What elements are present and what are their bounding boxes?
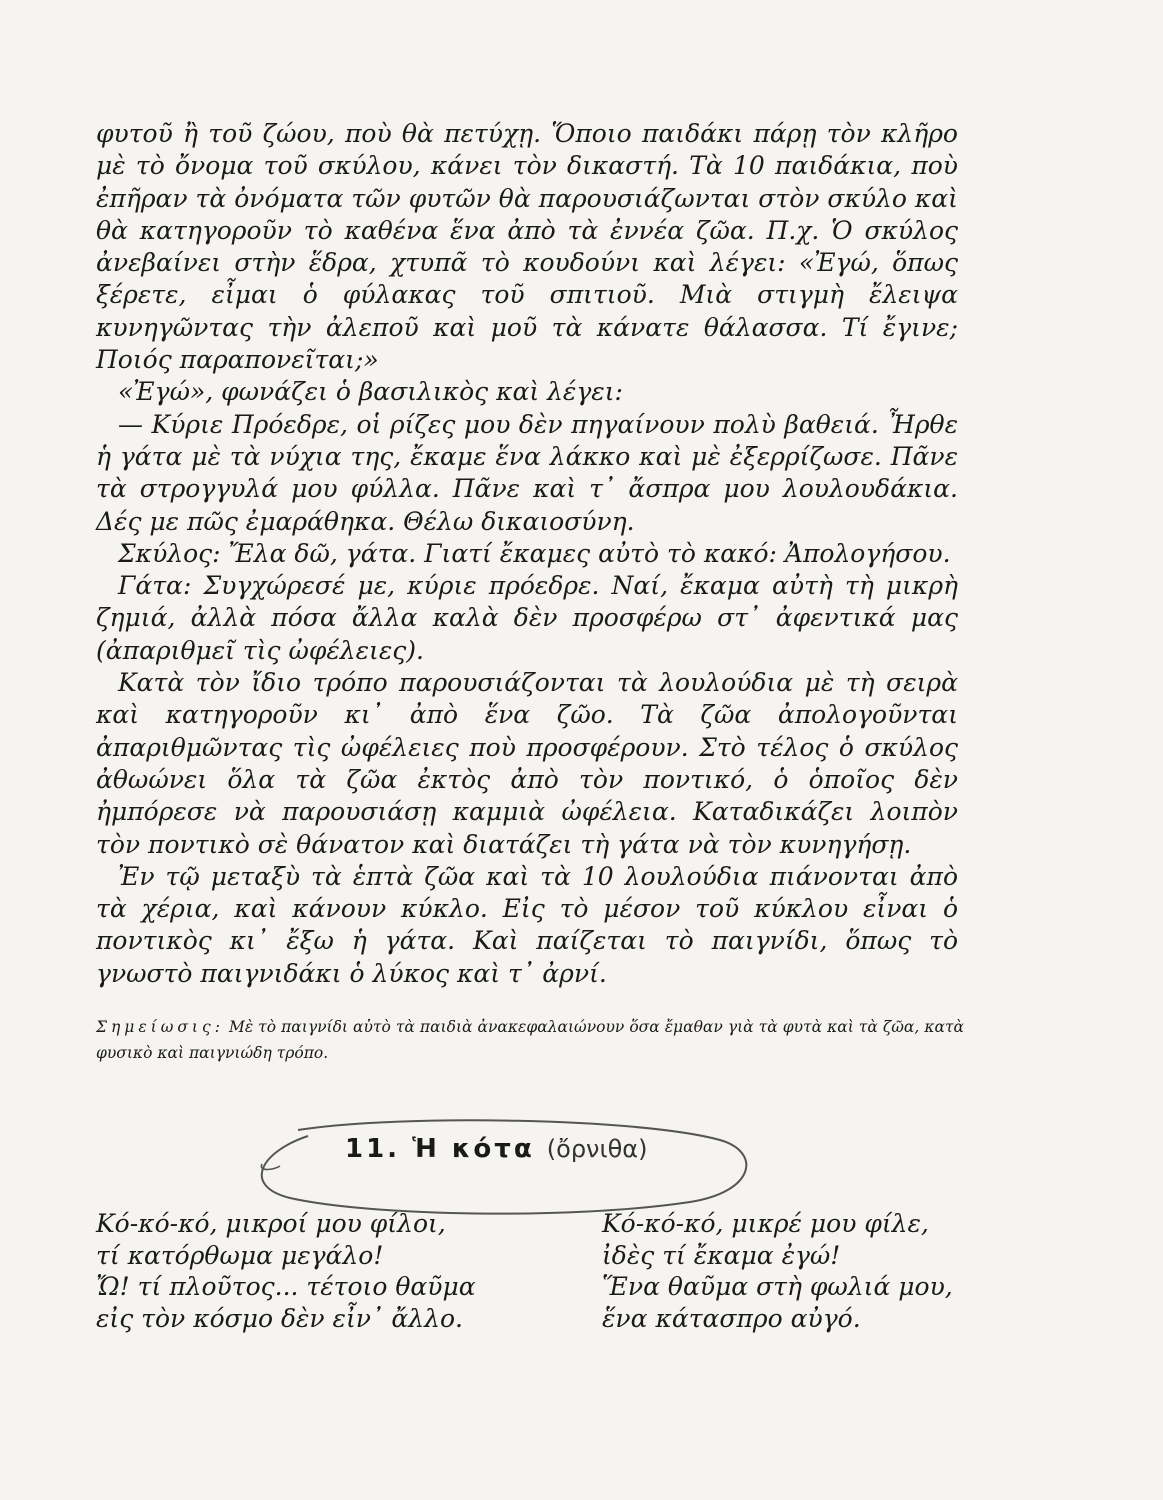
section-heading [250, 1112, 760, 1218]
poem-line: Κό-κό-κό, μικροί μου φίλοι, [96, 1209, 446, 1238]
section-title [345, 1134, 647, 1164]
poem-line: ἕνα κάτασπρο αὐγό. [602, 1303, 861, 1333]
section-title-text: Ἡ κότα [412, 1134, 535, 1164]
poem-line: Κό-κό-κό, μικρέ μου φίλε, [602, 1209, 929, 1238]
paragraph-3: — Κύριε Πρόεδρε, οἱ ρίζες μου δὲν πηγαίνουν πολὺ βαθειά. Ἦρθε ἡ γάτα μὲ τὰ νύχια της, ἔκαμε ἕνα λάκκο καὶ μὲ ἐξερρίζωσε. Πᾶνε τὰ στρογγυλά μου φύλλα. Πᾶνε καὶ τ᾽ ἄσπρα μου λουλουδάκια. Δές με πῶς ἐμαράθηκα. Θέλω δικαιοσύνη. [96, 409, 958, 536]
poem-line: ἰδὲς τί ἔκαμα ἐγώ! [602, 1240, 841, 1270]
note-text: Μὲ τὸ παιγνίδι αὐτὸ τὰ παιδιὰ ἀνακεφαλαιώνουν ὅσα ἔμαθαν γιὰ τὰ φυτὰ καὶ τὰ ζῶα, κατὰ φυσικὸ καὶ παιγνιώδη τρόπο. [96, 1018, 964, 1062]
poem-line: τί κατόρθωμα μεγάλο! [96, 1240, 384, 1270]
poem-line: Ἕνα θαῦμα στὴ φωλιά μου, [602, 1272, 953, 1301]
body-text [96, 118, 958, 990]
poem-right-stanza [602, 1208, 953, 1334]
poem-line: εἰς τὸν κόσμο δὲν εἶν᾽ ἄλλο. [96, 1303, 463, 1333]
note [96, 1014, 964, 1066]
paragraph-7: Ἐν τῷ μεταξὺ τὰ ἑπτὰ ζῶα καὶ τὰ 10 λουλούδια πιάνονται ἀπὸ τὰ χέρια, καὶ κάνουν κύκλο. Εἰς τὸ μέσον τοῦ κύκλου εἶναι ὁ ποντικὸς κι᾽ ἔξω ἡ γάτα. Καὶ παίζεται τὸ παιγνίδι, ὅπως τὸ γνωστὸ παιγνιδάκι ὁ λύκος καὶ τ᾽ ἀρνί. [96, 861, 958, 988]
paragraph-2: «Ἐγώ», φωνάζει ὁ βασιλικὸς καὶ λέγει: [118, 377, 623, 407]
paragraph-5: Γάτα: Συγχώρεσέ με, κύριε πρόεδρε. Ναί, ἔκαμα αὐτὴ τὴ μικρὴ ζημιά, ἀλλὰ πόσα ἄλλα καλὰ δὲν προσφέρω στ᾽ ἀφεντικά μας (ἀπαριθμεῖ τὶς ὠφέλειες). [96, 571, 958, 665]
paragraph-4: Σκύλος: Ἔλα δῶ, γάτα. Γιατί ἔκαμες αὐτὸ τὸ κακό: Ἀπολογήσου. [118, 538, 951, 568]
note-label: Σημείωσις: [96, 1018, 224, 1036]
poem-line: Ὤ! τί πλοῦτος... τέτοιο θαῦμα [96, 1272, 476, 1301]
paragraph-1: φυτοῦ ἢ τοῦ ζώου, ποὺ θὰ πετύχῃ. Ὅποιο παιδάκι πάρῃ τὸν κλῆρο μὲ τὸ ὄνομα τοῦ σκύλου, κάνει τὸν δικαστή. Τὰ 10 παιδάκια, ποὺ ἐπῆραν τὰ ὀνόματα τῶν φυτῶν θὰ παρουσιάζωνται στὸν σκύλο καὶ θὰ κατηγοροῦν τὸ καθένα ἕνα ἀπὸ τὰ ἐννέα ζῶα. Π.χ. Ὁ σκύλος ἀνεβαίνει στὴν ἕδρα, χτυπᾶ τὸ κουδούνι καὶ λέγει: «Ἐγώ, ὅπως ξέρετε, εἶμαι ὁ φύλακας τοῦ σπιτιοῦ. Μιὰ στιγμὴ ἔλειψα κυνηγῶντας τὴν ἀλεποῦ καὶ μοῦ τὰ κάνατε θάλασσα. Τί ἔγινε; Ποιός παραπονεῖται;» [96, 119, 958, 375]
section-number: 11. [345, 1134, 401, 1164]
paragraph-6: Κατὰ τὸν ἴδιο τρόπο παρουσιάζονται τὰ λουλούδια μὲ τὴ σειρὰ καὶ κατηγοροῦν κι᾽ ἀπὸ ἕνα ζῶο. Τὰ ζῶα ἀπολογοῦνται ἀπαριθμῶντας τὶς ὠφέλειες ποὺ προσφέρουν. Στὸ τέλος ὁ σκύλος ἀθωώνει ὅλα τὰ ζῶα ἐκτὸς ἀπὸ τὸν ποντικό, ὁ ὁποῖος δὲν ἠμπόρεσε νὰ παρουσιάσῃ καμμιὰ ὠφέλεια. Καταδικάζει λοιπὸν τὸν ποντικὸ σὲ θάνατον καὶ διατάζει τὴ γάτα νὰ τὸν κυνηγήσῃ. [96, 668, 958, 859]
handwritten-note: (ὄρνιθα) [546, 1135, 648, 1163]
hand-drawn-oval [250, 1112, 760, 1218]
poem-left-stanza [96, 1208, 476, 1334]
